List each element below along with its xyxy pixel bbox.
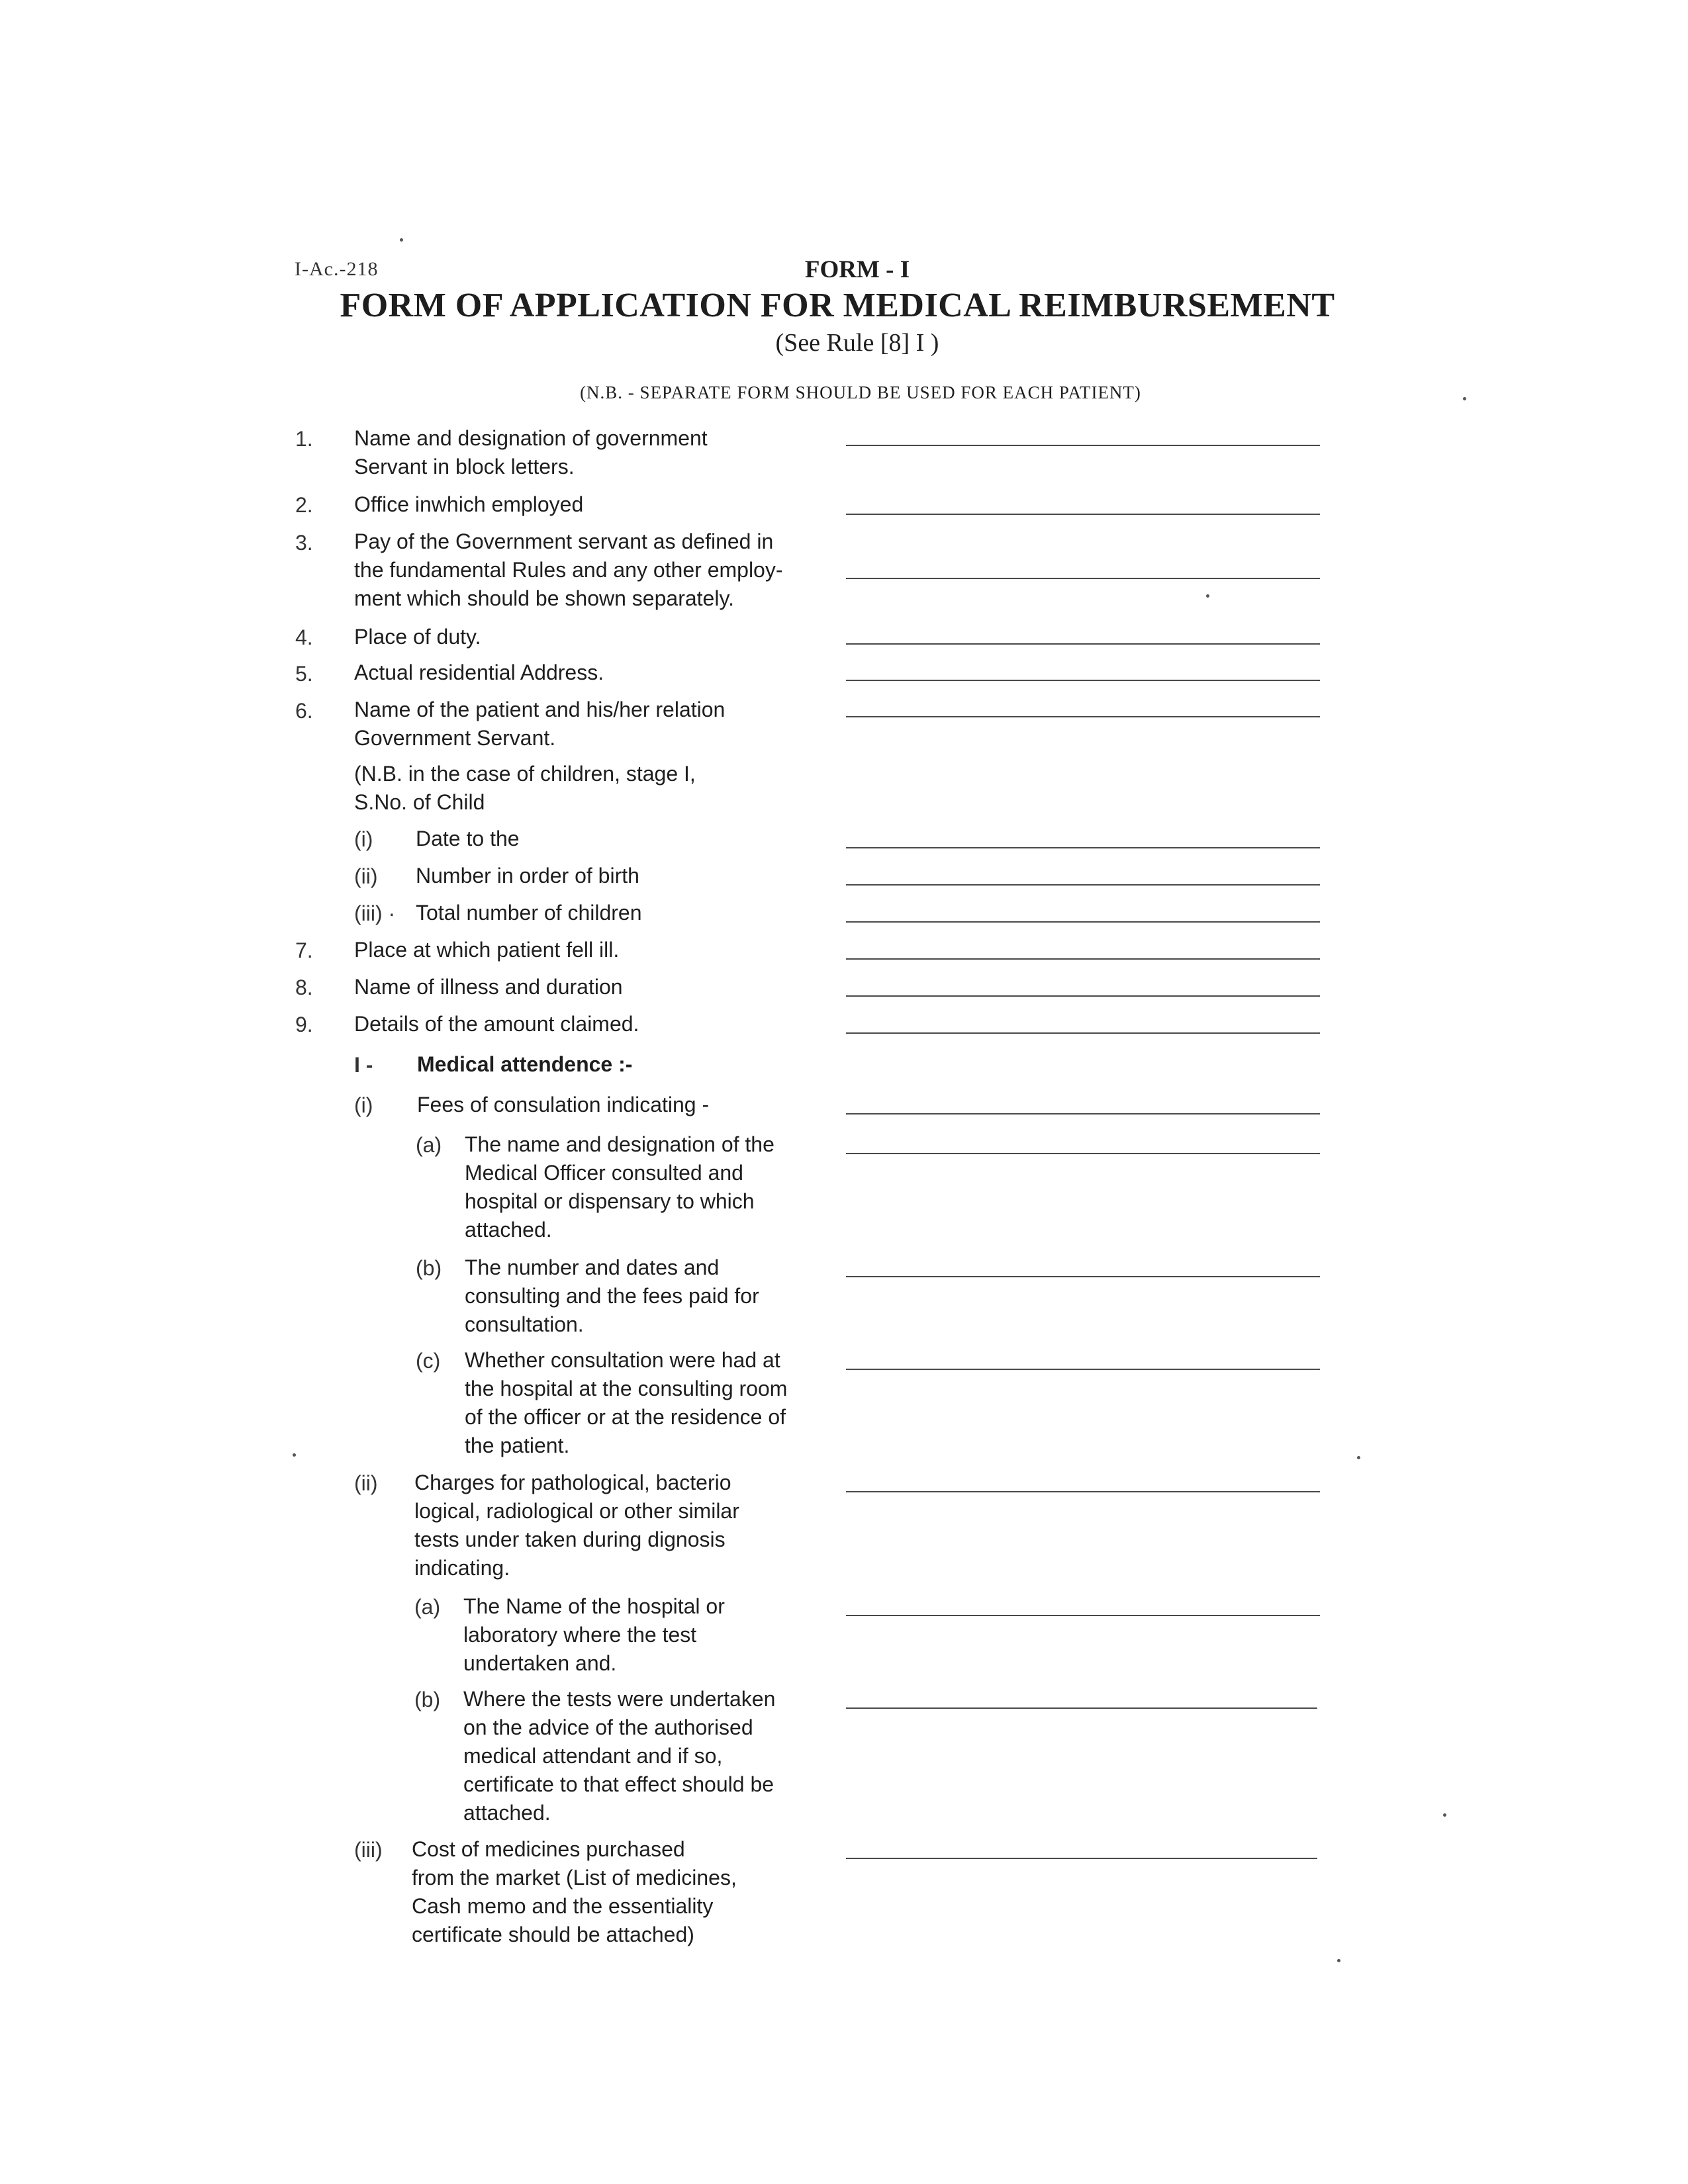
scan-speck [1357, 1456, 1360, 1459]
item-9-text [354, 1010, 639, 1038]
item-number-9: 9. [295, 1013, 313, 1036]
item-3-text [354, 527, 783, 613]
item-medicines-line: Cash memo and the essentiality [412, 1894, 714, 1918]
item-number-8: 8. [295, 976, 313, 999]
item-8-line: Name of illness and duration [354, 975, 623, 999]
item-number-3: 3. [295, 531, 313, 555]
item-1-line: Name and designation of government [354, 426, 708, 450]
item-6iii-line: Total number of children [416, 901, 642, 925]
item-6-note-line: (N.B. in the case of children, stage I, [354, 762, 696, 786]
item-6-line: Name of the patient and his/her relation [354, 698, 726, 721]
item-fees-b-line: consultation. [465, 1312, 584, 1336]
item-fees-line: Fees of consulation indicating - [417, 1093, 710, 1116]
item-6i-text [416, 825, 520, 853]
section-label-I: I - [354, 1053, 373, 1077]
item-charges-line: logical, radiological or other similar [414, 1499, 739, 1523]
item-fees-a-text [465, 1130, 774, 1244]
item-charges-b-line: medical attendant and if so, [463, 1744, 723, 1768]
item-5-fill-line[interactable] [846, 680, 1320, 681]
item-7-line: Place at which patient fell ill. [354, 938, 620, 962]
item-7-fill-line[interactable] [846, 958, 1320, 960]
sub-label-ii-a: (a) [414, 1595, 441, 1619]
form-code: I-Ac.-218 [295, 258, 379, 280]
page-title: FORM OF APPLICATION FOR MEDICAL REIMBURSEMENT [340, 287, 1335, 324]
item-medicines-text [412, 1835, 737, 1949]
item-6i-fill-line[interactable] [846, 847, 1320, 848]
item-fees-c-line: of the officer or at the residence of [465, 1405, 786, 1429]
separate-form-note: (N.B. - SEPARATE FORM SHOULD BE USED FOR EACH PATIENT) [580, 383, 1141, 402]
item-6ii-line: Number in order of birth [416, 864, 639, 887]
item-charges-line: tests under taken during dignosis [414, 1527, 726, 1551]
item-charges-b-line: attached. [463, 1801, 551, 1825]
item-number-4: 4. [295, 625, 313, 649]
item-1-line: Servant in block letters. [354, 455, 575, 478]
item-charges-b-text [463, 1685, 775, 1827]
item-2-text [354, 490, 583, 519]
item-fees-a-line: The name and designation of the [465, 1132, 774, 1156]
item-fees-c-line: the hospital at the consulting room [465, 1377, 788, 1400]
item-charges-b-fill-line[interactable] [846, 1707, 1317, 1709]
item-fees-a-fill-line[interactable] [846, 1153, 1320, 1154]
item-8-fill-line[interactable] [846, 995, 1320, 997]
item-fees-a-line: Medical Officer consulted and [465, 1161, 743, 1185]
item-4-text [354, 623, 481, 651]
item-charges-b-line: on the advice of the authorised [463, 1715, 753, 1739]
section-heading-line: Medical attendence :- [417, 1052, 633, 1076]
item-fees-a-line: attached. [465, 1218, 552, 1242]
sub-label-ii: (ii) [354, 1471, 378, 1495]
item-4-line: Place of duty. [354, 625, 481, 649]
item-fees-b-fill-line[interactable] [846, 1276, 1320, 1277]
sub-label-i-c: (c) [416, 1349, 441, 1373]
item-2-line: Office inwhich employed [354, 492, 584, 516]
sub-label-6-iii: (iii) · [354, 901, 396, 925]
item-3-fill-line[interactable] [846, 578, 1320, 579]
item-medicines-line: Cost of medicines purchased [412, 1837, 685, 1861]
item-number-6: 6. [295, 699, 313, 723]
item-fees-c-line: Whether consultation were had at [465, 1348, 780, 1372]
item-8-text [354, 973, 623, 1001]
item-6ii-text [416, 862, 639, 890]
item-1-text [354, 424, 708, 481]
item-fees-b-line: The number and dates and [465, 1255, 720, 1279]
sub-label-6-ii: (ii) [354, 864, 378, 888]
item-fees-c-line: the patient. [465, 1433, 570, 1457]
item-6ii-fill-line[interactable] [846, 884, 1320, 886]
item-medicines-fill-line[interactable] [846, 1858, 1317, 1859]
item-3-line: the fundamental Rules and any other employ- [354, 558, 783, 582]
item-charges-b-line: certificate to that effect should be [463, 1772, 774, 1796]
item-charges-line: Charges for pathological, bacterio [414, 1471, 731, 1494]
scan-speck [293, 1453, 296, 1457]
scan-speck [1337, 1959, 1340, 1962]
scan-speck [1206, 594, 1209, 598]
item-4-fill-line[interactable] [846, 643, 1320, 645]
rule-reference: (See Rule [8] I ) [775, 329, 939, 357]
item-charges-text [414, 1469, 739, 1582]
item-charges-fill-line[interactable] [846, 1491, 1320, 1492]
sub-label-ii-b: (b) [414, 1688, 441, 1711]
item-6-fill-line[interactable] [846, 716, 1320, 717]
item-medicines-line: from the market (List of medicines, [412, 1866, 737, 1889]
item-fees-c-fill-line[interactable] [846, 1369, 1320, 1370]
sub-label-6-i: (i) [354, 827, 373, 851]
sub-label-i: (i) [354, 1093, 373, 1117]
item-number-7: 7. [295, 938, 313, 962]
item-charges-a-line: laboratory where the test [463, 1623, 697, 1647]
item-2-fill-line[interactable] [846, 514, 1320, 515]
scan-speck [1463, 397, 1466, 400]
sub-label-i-b: (b) [416, 1256, 442, 1280]
item-fees-fill-line[interactable] [846, 1113, 1320, 1115]
sub-label-i-a: (a) [416, 1133, 442, 1157]
form-number: FORM - I [804, 256, 910, 283]
item-fees-text [417, 1091, 709, 1119]
item-5-line: Actual residential Address. [354, 660, 604, 684]
item-medicines-line: certificate should be attached) [412, 1923, 694, 1946]
item-5-text [354, 659, 604, 687]
item-charges-b-line: Where the tests were undertaken [463, 1687, 776, 1711]
item-3-line: Pay of the Government servant as defined in [354, 529, 774, 553]
item-1-fill-line[interactable] [846, 445, 1320, 446]
item-fees-c-text [465, 1346, 787, 1460]
item-fees-a-line: hospital or dispensary to which [465, 1189, 755, 1213]
item-number-5: 5. [295, 662, 313, 686]
item-number-1: 1. [295, 427, 313, 451]
item-fees-b-text [465, 1253, 759, 1339]
item-6iii-text [416, 899, 642, 927]
item-9-fill-line[interactable] [846, 1032, 1320, 1034]
item-6-note [354, 760, 696, 817]
item-6iii-fill-line[interactable] [846, 921, 1320, 923]
scan-speck [1443, 1813, 1446, 1817]
item-6-line: Government Servant. [354, 726, 556, 750]
item-charges-a-text [463, 1592, 725, 1678]
item-charges-a-line: undertaken and. [463, 1651, 617, 1675]
section-heading-medical-attendence [417, 1050, 632, 1079]
scan-speck [400, 238, 403, 242]
item-3-line: ment which should be shown separately. [354, 586, 734, 610]
item-charges-a-line: The Name of the hospital or [463, 1594, 725, 1618]
item-6i-line: Date to the [416, 827, 520, 850]
item-charges-a-fill-line[interactable] [846, 1615, 1320, 1616]
item-charges-line: indicating. [414, 1556, 510, 1580]
item-6-text [354, 696, 725, 752]
item-fees-b-line: consulting and the fees paid for [465, 1284, 759, 1308]
item-9-line: Details of the amount claimed. [354, 1012, 639, 1036]
item-number-2: 2. [295, 493, 313, 517]
item-6-note-line: S.No. of Child [354, 790, 485, 814]
item-7-text [354, 936, 619, 964]
sub-label-iii: (iii) [354, 1838, 383, 1862]
